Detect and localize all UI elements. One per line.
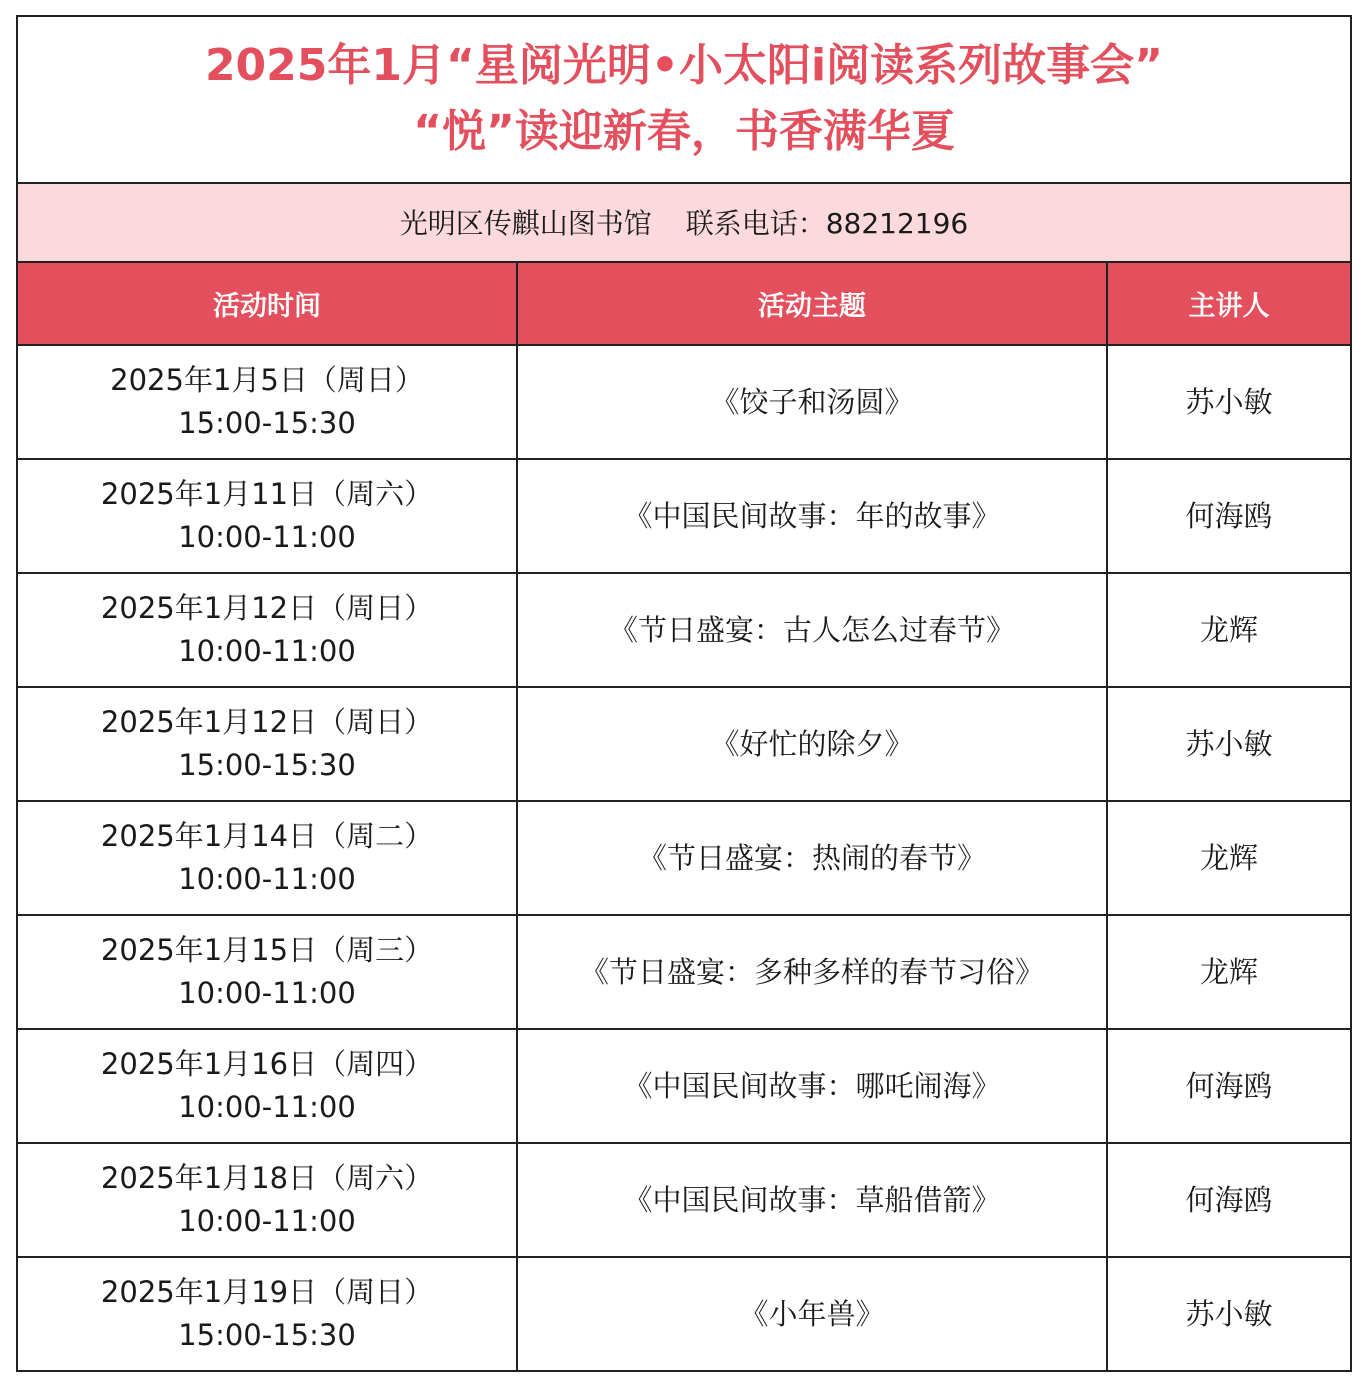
activity-time-range: 15:00-15:30: [178, 406, 356, 440]
header-speaker: 主讲人: [1107, 263, 1350, 345]
activity-time-range: 10:00-11:00: [178, 1090, 356, 1124]
activity-time-range: 15:00-15:30: [178, 748, 356, 782]
table-row: [18, 915, 1350, 1029]
cell-activity-time: [18, 345, 517, 459]
activity-date: 2025年1月15日（周三）: [100, 933, 434, 967]
cell-activity-time: [18, 1257, 517, 1370]
activity-date: 2025年1月5日（周日）: [110, 363, 424, 397]
cell-speaker: 苏小敏: [1107, 687, 1350, 801]
activity-date: 2025年1月19日（周日）: [100, 1275, 434, 1309]
header-activity-time: 活动时间: [18, 263, 517, 345]
table-row: [18, 687, 1350, 801]
activity-date: 2025年1月18日（周六）: [100, 1161, 434, 1195]
activity-time-range: 10:00-11:00: [178, 976, 356, 1010]
cell-activity-time: [18, 459, 517, 573]
schedule-sheet: [16, 15, 1352, 1372]
activity-date: 2025年1月11日（周六）: [100, 477, 434, 511]
cell-activity-time: [18, 801, 517, 915]
activity-date: 2025年1月16日（周四）: [100, 1047, 434, 1081]
title-block: [18, 17, 1350, 184]
cell-activity-topic: 《中国民间故事：年的故事》: [517, 459, 1107, 573]
activity-time-range: 10:00-11:00: [178, 520, 356, 554]
activity-time-range: 15:00-15:30: [178, 1318, 356, 1352]
table-row: [18, 801, 1350, 915]
cell-activity-time: [18, 1029, 517, 1143]
cell-activity-topic: 《节日盛宴：多种多样的春节习俗》: [517, 915, 1107, 1029]
table-header-row: [18, 263, 1350, 345]
cell-speaker: 苏小敏: [1107, 345, 1350, 459]
cell-activity-time: [18, 573, 517, 687]
activity-date: 2025年1月12日（周日）: [100, 591, 434, 625]
cell-activity-topic: 《饺子和汤圆》: [517, 345, 1107, 459]
table-row: [18, 1029, 1350, 1143]
library-name: 光明区传麒山图书馆: [399, 207, 652, 241]
cell-activity-topic: 《中国民间故事：哪吒闹海》: [517, 1029, 1107, 1143]
page-subtitle: “悦”读迎新春，书香满华夏: [413, 106, 955, 158]
page-title: 2025年1月“星阅光明•小太阳i阅读系列故事会”: [204, 40, 1164, 92]
cell-activity-time: [18, 915, 517, 1029]
cell-speaker: 龙辉: [1107, 573, 1350, 687]
activity-time-range: 10:00-11:00: [178, 862, 356, 896]
cell-activity-topic: 《中国民间故事：草船借箭》: [517, 1143, 1107, 1257]
cell-activity-time: [18, 687, 517, 801]
cell-speaker: 何海鸥: [1107, 1143, 1350, 1257]
table-row: [18, 345, 1350, 459]
cell-speaker: 龙辉: [1107, 801, 1350, 915]
table-row: [18, 573, 1350, 687]
cell-activity-topic: 《节日盛宴：古人怎么过春节》: [517, 573, 1107, 687]
activity-date: 2025年1月12日（周日）: [100, 705, 434, 739]
activity-time-range: 10:00-11:00: [178, 634, 356, 668]
table-row: [18, 1143, 1350, 1257]
table-body: [18, 345, 1350, 1370]
table-row: [18, 459, 1350, 573]
cell-activity-topic: 《小年兽》: [517, 1257, 1107, 1370]
table-row: [18, 1257, 1350, 1370]
info-bar: [18, 184, 1350, 263]
contact-phone: 联系电话：88212196: [685, 207, 969, 241]
header-activity-topic: 活动主题: [517, 263, 1107, 345]
cell-activity-time: [18, 1143, 517, 1257]
cell-speaker: 何海鸥: [1107, 1029, 1350, 1143]
cell-speaker: 何海鸥: [1107, 459, 1350, 573]
activity-date: 2025年1月14日（周二）: [100, 819, 434, 853]
schedule-table: [18, 263, 1350, 1370]
cell-speaker: 龙辉: [1107, 915, 1350, 1029]
cell-activity-topic: 《节日盛宴：热闹的春节》: [517, 801, 1107, 915]
activity-time-range: 10:00-11:00: [178, 1204, 356, 1238]
cell-activity-topic: 《好忙的除夕》: [517, 687, 1107, 801]
cell-speaker: 苏小敏: [1185, 1296, 1273, 1331]
